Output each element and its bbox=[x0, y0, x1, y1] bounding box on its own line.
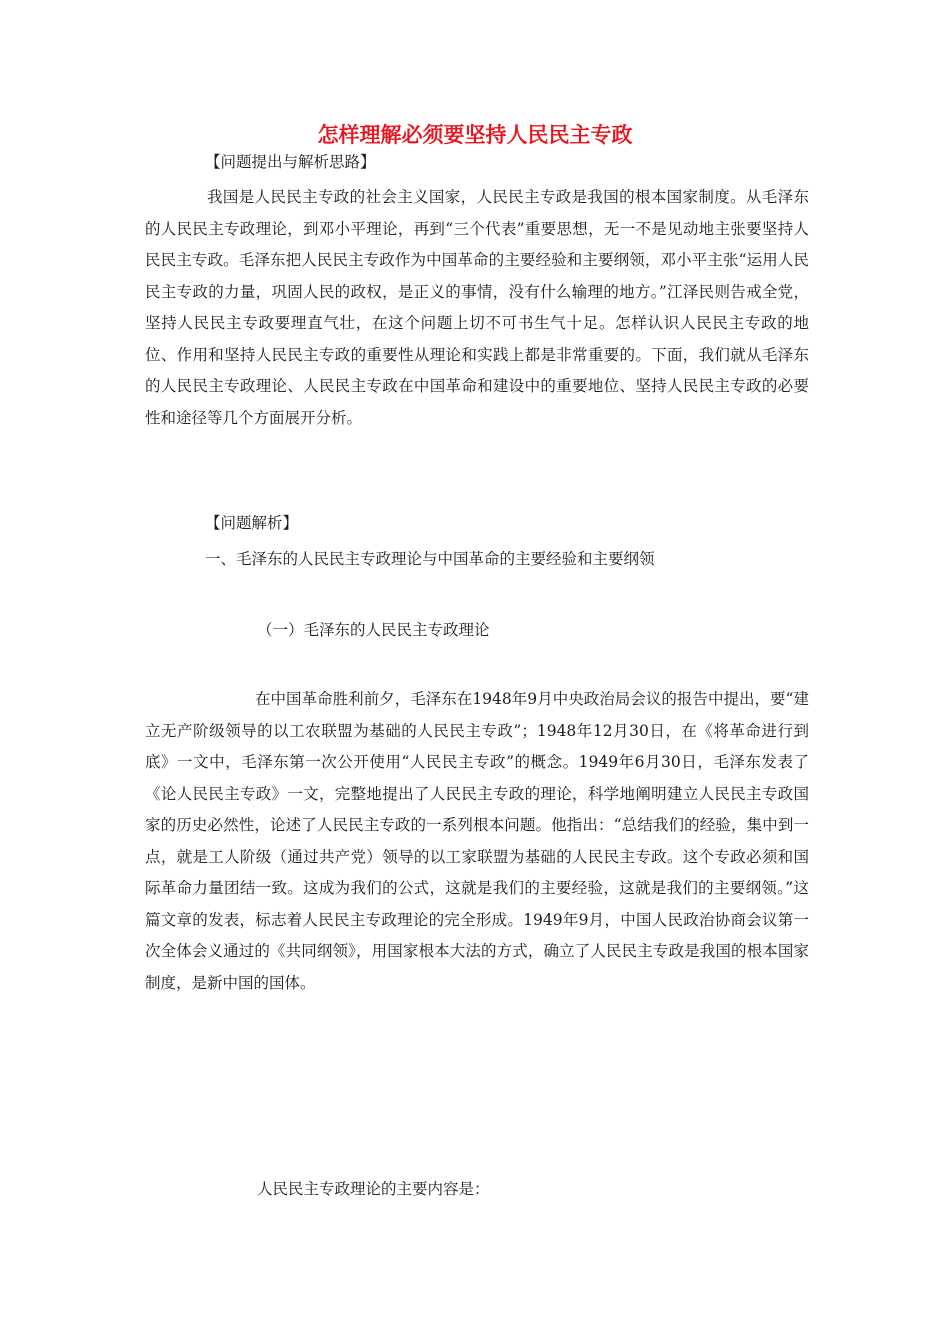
document-title: 怎样理解必须要坚持人民民主专政 bbox=[317, 122, 633, 147]
theory-paragraph: 在中国革命胜利前夕，毛泽东在1948年9月中央政治局会议的报告中提出，要“建立无产阶级领导的以工农联盟为基础的人民民主专政”；1948年12月30日，在《将革命进行到底》一文中，毛泽东第一次公开使用“人民民主专政”的概念。1949年6月30日，毛泽东发表了《论人民民主专政》一文，完整地提出了人民民主专政的理论，科学地阐明建立人民民主专政国家的历史必然性，论述了人民民主专政的一系列根本问题。他指出：“总结我们的经验，集中到一点，就是工人阶级（通过共产党）领导的以工家联盟为基础的人民民主专政。这个专政必须和国际革命力量团结一致。这成为我们的公式，这就是我们的主要经验，这就是我们的主要纲领。”这篇文章的发表，标志着人民民主专政理论的完全形成。1949年9月，中国人民政治协商会议第一次全体会义通过的《共同纲领》，用国家根本大法的方式，确立了人民民主专政是我国的根本国家制度，是新中国的国体。 bbox=[145, 690, 809, 992]
main-content-line: 人民民主专政理论的主要内容是： bbox=[257, 1180, 490, 1198]
section-label-analysis: 【问题解析】 bbox=[205, 514, 299, 532]
intro-paragraph: 我国是人民民主专政的社会主义国家，人民民主专政是我国的根本国家制度。从毛泽东的人民民主专政理论，到邓小平理论，再到“三个代表”重要思想，无一不是见动地主张要坚持人民民主专政。毛泽东把人民民主专政作为中国革命的主要经验和主要纲领，邓小平主张“运用人民民主专政的力量，巩固人民的政权，是正义的事情，没有什么输理的地方。”江泽民则告戒全党，坚持人民民主专政要理直气壮，在这个问题上切不可书生气十足。怎样认识人民民主专政的地位、作用和坚持人民民主专政的重要性从理论和实践上都是非常重要的。下面，我们就从毛泽东的人民民主专政理论、人民民主专政在中国革命和建设中的重要地位、坚持人民民主专政的必要性和途径等几个方面展开分析。 bbox=[145, 188, 809, 427]
sub-one-heading: （一）毛泽东的人民民主专政理论 bbox=[257, 621, 490, 639]
section-label-intro: 【问题提出与解析思路】 bbox=[205, 153, 376, 171]
part-one-heading: 一、毛泽东的人民民主专政理论与中国革命的主要经验和主要纲领 bbox=[205, 550, 655, 568]
